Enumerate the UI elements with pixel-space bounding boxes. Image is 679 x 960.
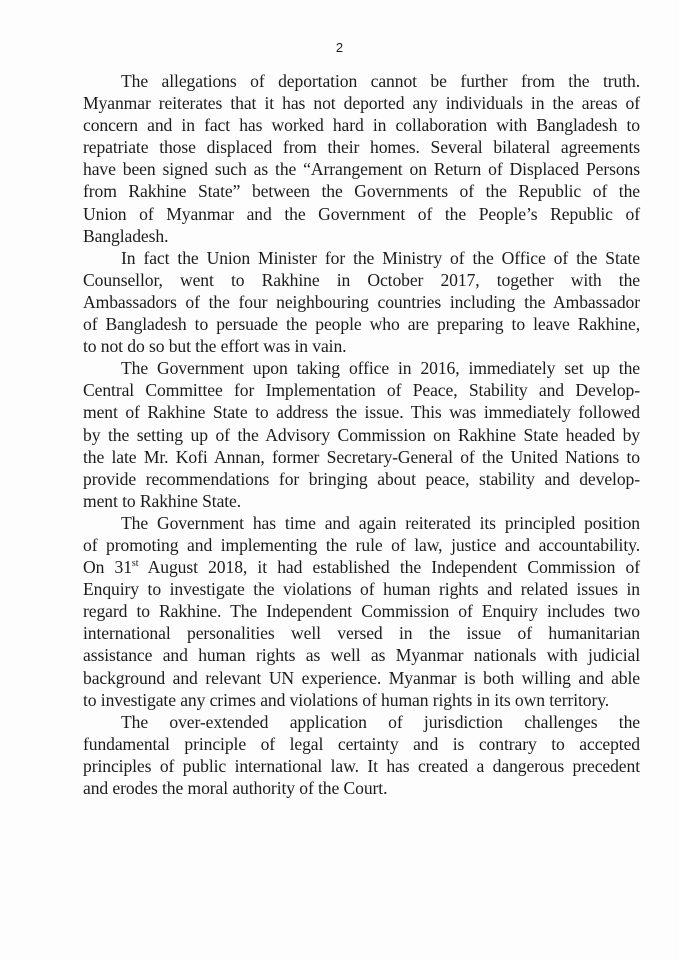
text-line: have been signed such as the “Arrangement on Return of Displaced Persons [83,159,640,180]
paragraph-deportation [83,70,640,247]
text-line: Enquiry to investigate the violations of human rights and related issues in [83,579,640,600]
text-line: and erodes the moral authority of the Court. [83,778,388,798]
paragraph-central-committee [83,357,640,512]
date-prefix: On 31 [83,557,132,578]
text-line: Union of Myanmar and the Government of the People’s Republic of [83,203,640,224]
text-line: ment to Rakhine State. [83,490,242,511]
text-line: by the setting up of the Advisory Commission on Rakhine State headed by [83,424,640,445]
text-line: ment of Rakhine State to address the issue. This was immediately followed [83,402,640,423]
text-line: concern and in fact has worked hard in collaboration with Bangladesh to [83,115,640,136]
text-line: background and relevant UN experience. Myanmar is both willing and able [83,667,640,688]
paragraph-independent-commission [83,512,640,711]
text-line: Myanmar reiterates that it has not deported any individuals in the areas of [83,93,640,114]
document-body [83,70,640,799]
date-rest: August 2018, it had established the Independent Commission of [138,557,640,578]
text-line: principles of public international law. It has created a dangerous precedent [83,755,640,776]
text-line: international personalities well versed in the issue of humanitarian [83,623,640,644]
text-line: the late Mr. Kofi Annan, former Secretary-General of the United Nations to [83,446,640,467]
text-line: The allegations of deportation cannot be further from the truth. [121,71,640,91]
text-line: to investigate any crimes and violations of human rights in its own territory. [83,689,610,710]
text-line: provide recommendations for bringing about peace, stability and develop- [83,468,640,489]
text-line: fundamental principle of legal certainty and is contrary to accepted [83,733,640,754]
text-line: The Government has time and again reiterated its principled position [121,512,640,533]
text-line: The Government upon taking office in 2016, immediately set up the [121,358,640,379]
text-line: Bangladesh. [83,225,169,246]
text-line: of Bangladesh to persuade the people who are preparing to leave Rakhine, [83,314,640,335]
paragraph-jurisdiction [83,711,640,799]
text-line: Counsellor, went to Rakhine in October 2017, together with the [83,269,640,290]
date-ordinal-suffix: st [131,558,139,570]
text-line: The over-extended application of jurisdiction challenges the [121,711,640,732]
page-number: 2 [335,40,344,55]
text-line: In fact the Union Minister for the Ministry of the Office of the State [121,247,640,268]
text-line: from Rakhine State” between the Governments of the Republic of the [83,181,640,202]
text-line-date [83,556,640,578]
text-line: repatriate those displaced from their homes. Several bilateral agreements [83,137,640,158]
text-line: Ambassadors of the four neighbouring countries including the Ambassador [83,291,640,312]
text-line: of promoting and implementing the rule of law, justice and accountability. [83,534,640,555]
text-line: to not do so but the effort was in vain. [83,336,347,357]
text-line: assistance and human rights as well as Myanmar nationals with judicial [83,645,640,666]
paragraph-union-minister [83,247,640,357]
text-line: Central Committee for Implementation of Peace, Stability and Develop- [83,380,640,401]
text-line: regard to Rakhine. The Independent Commission of Enquiry includes two [83,601,640,622]
